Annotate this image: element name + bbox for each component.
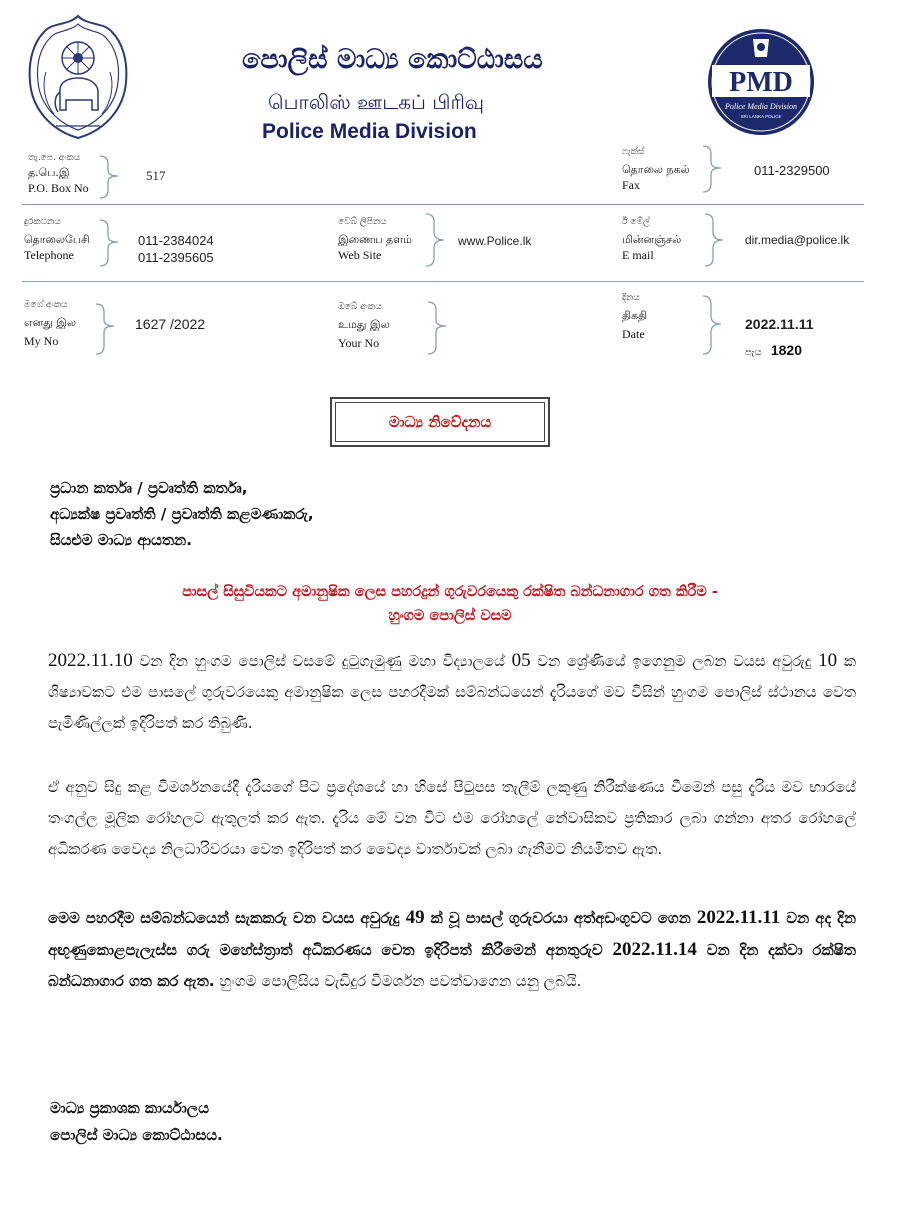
title-tamil: பொலிஸ் ஊடகப் பிரிவு bbox=[268, 90, 485, 114]
myno-value: 1627 /2022 bbox=[135, 316, 206, 332]
website-label: වෙබ් ලිපිනය இணைய தளம் Web Site bbox=[338, 217, 412, 262]
pmd-logo-subtitle: Police Media Division bbox=[725, 102, 797, 111]
signature-line-1: මාධ්‍ය ප්‍රකාශක කාර්යාලය bbox=[50, 1099, 210, 1117]
subject-line-2: හුංගම පොලිස් වසම bbox=[388, 608, 512, 624]
paragraph-3: මෙම පහරදීම සම්බන්ධයෙන් සැකකරු වන වයස අවුරුදු 49 ක් වූ පාසල් ගුරුවරයා අත්අඩංගුවට ගෙන 2022.11.11 වන අද දින අඟුණුකොළපැලැස්ස ගරු මහේස්ත්‍රාත් අධිකරණය වෙත ඉදිරිපත් කිරීමෙන් අනතුරුව 2022.11.14 වන දින දක්වා රක්ෂිත බන්ධනාගාර ගත කර ඇත. හුංගම පොලිසිය වැඩිදුර විමර්ශන පවත්වාගෙන යනු ලබයි. bbox=[48, 907, 856, 990]
addressee-line: සියළුම මාධ්‍ය ආයතන. bbox=[50, 531, 192, 549]
paragraph-1: 2022.11.10 වන දින හුංගම පොලිස් වසමේ දුටුගැමුණු මහා විද්‍යාලයේ 05 වන ශ්‍රේණියේ ඉගෙනුම ලබන වයස අවුරුදු 10 ක ශිෂ්‍යාවකට එම පාසලේ ගුරුවරයෙකු අමානුෂික ලෙස පහරදීමක් සම්බන්ධයෙන් දැරියගේ මව විසින් හුංගම පොලිස් ස්ථානය වෙත පැමිණිල්ලක් ඉදිරිපත් කර තිබුණි. bbox=[48, 650, 856, 732]
yourno-label: ඔබේ අංකය உமது இல Your No bbox=[338, 302, 390, 350]
telephone-value-2: 011-2395605 bbox=[138, 250, 214, 265]
pmd-logo-text: PMD bbox=[729, 67, 793, 98]
signature-line-2: පොලිස් මාධ්‍ය කොට්ඨාසය. bbox=[50, 1126, 223, 1144]
pobox-value: 517 bbox=[146, 168, 166, 183]
date-value: 2022.11.11 bbox=[745, 316, 814, 332]
divider bbox=[22, 204, 864, 205]
addressee-line: අධ්‍යක්ෂ ප්‍රවෘත්ති / ප්‍රවෘත්ති කළමණාකරු, bbox=[50, 505, 314, 523]
title-sinhala: පොලිස් මාධ්‍ය කොට්ඨාසය bbox=[242, 44, 543, 75]
subject-line-1: පාසල් සිසුවියකට අමානුෂික ලෙස පහරදුන් ගුරුවරයෙකු රක්ෂිත බන්ධනාගාර ගත කිරීම - bbox=[182, 584, 718, 600]
pmd-logo-subtitle-2: SRI LANKA POLICE bbox=[740, 114, 782, 119]
time-value: 1820 bbox=[770, 342, 802, 358]
time-label: පැය bbox=[745, 347, 762, 358]
addressee-line: ප්‍රධාන කර්තෘ / ප්‍රවෘත්ති කර්තෘ, bbox=[50, 479, 248, 497]
paragraph-2: ඒ අනුව සිදු කළ විමර්ශනයේදී දැරියගේ පිට ප්‍රදේශයේ හා හිසේ පිටුපස තැලීම් ලකුණු නිරීක්ෂණය වීමෙන් පසු දැරිය මව භාරයේ තංගල්ල මූලික රෝහලට ඇතුලත් කර ඇත. දැරිය මේ වන විට එම රෝහලේ නේවාසිකව ප්‍රතිකාර ලබා ගන්නා අතර රෝහලේ අධිකරණ වෛද්‍ය නිලධාරිවරයා වෙත ඉදිරිපත් කර වෛද්‍ය වාර්තාවක් ලබා ගැනීමට නියමිතව ඇත. bbox=[48, 778, 856, 858]
title-english: Police Media Division bbox=[262, 120, 477, 143]
telephone-value-1: 011-2384024 bbox=[138, 233, 214, 248]
date-label: දිනය திகதி Date bbox=[622, 293, 648, 341]
myno-label: මගේ අංකය எனது இல My No bbox=[24, 300, 77, 348]
fax-label: ෆැක්ස් தொலை நகல் Fax bbox=[622, 147, 690, 192]
fax-value: 011-2329500 bbox=[754, 163, 830, 178]
website-value[interactable]: www.Police.lk bbox=[458, 234, 532, 248]
notice-title-box bbox=[330, 397, 550, 447]
divider bbox=[22, 281, 864, 282]
email-value[interactable]: dir.media@police.lk bbox=[745, 233, 850, 247]
pobox-label: තැ.පෙ. අංකය த.பெ.இ P.O. Box No bbox=[28, 153, 89, 195]
email-label: ඊ මේල් மின்னஞ்சல் E mail bbox=[622, 217, 682, 262]
time-row bbox=[745, 340, 802, 359]
notice-title: මාධ්‍ය නිවේදනය bbox=[388, 413, 492, 431]
telephone-label: දුරකථනය தொலைபேசி Telephone bbox=[24, 217, 90, 262]
